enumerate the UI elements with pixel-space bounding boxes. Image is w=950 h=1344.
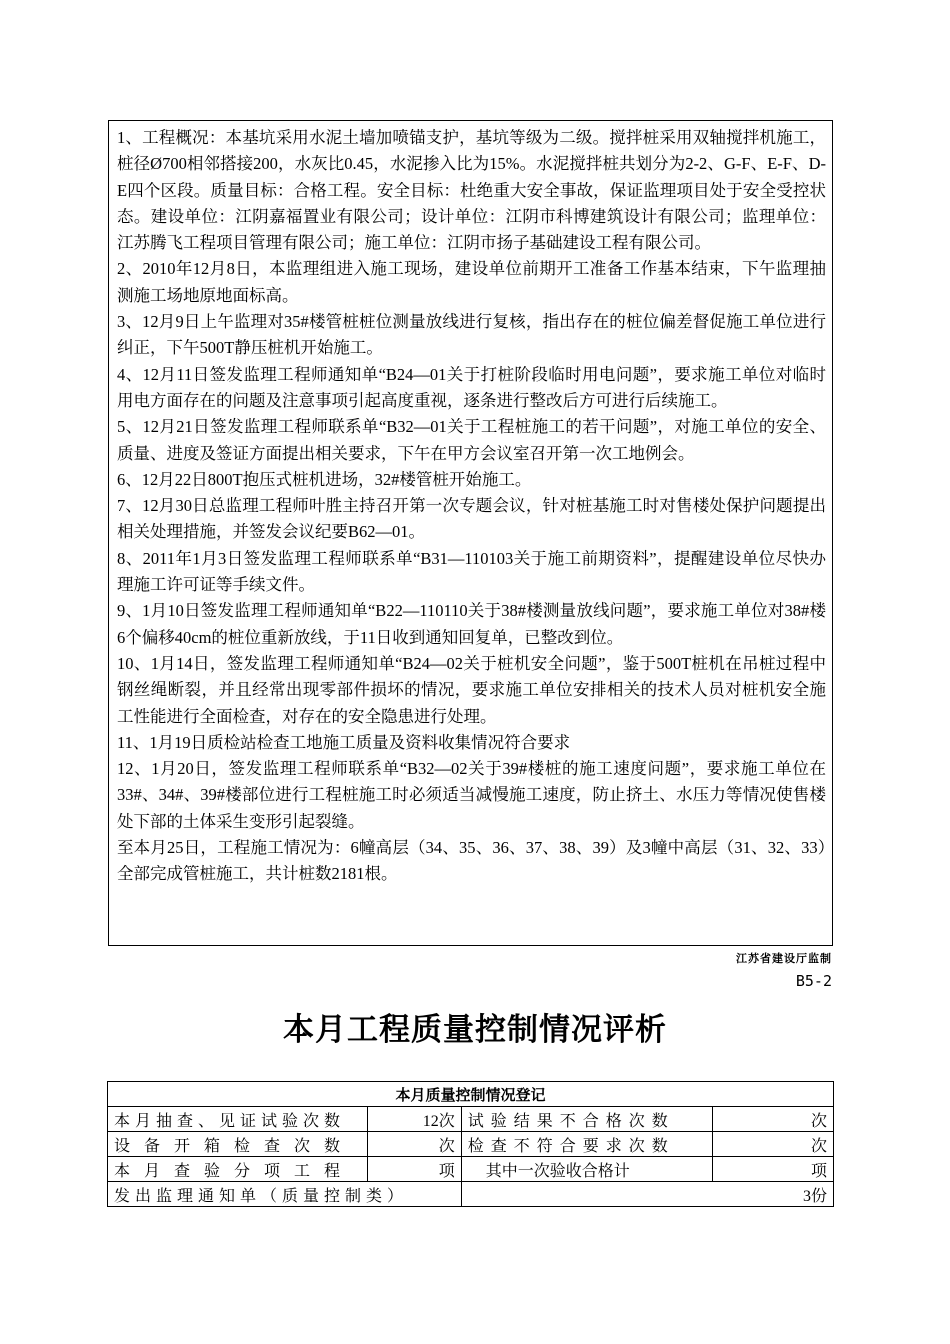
log-entry-3: 3、12月9日上午监理对35#楼管桩桩位测量放线进行复核，指出存在的桩位偏差督促施工单位进行纠正，下午500T静压桩机开始施工。 xyxy=(117,312,826,358)
row-label: 本月抽查、见证试验次数 xyxy=(108,1107,368,1132)
log-entry-2: 2、2010年12月8日，本监理组进入施工现场，建设单位前期开工准备工作基本结束，下午监理抽测施工场地原地面标高。 xyxy=(117,259,826,305)
log-entry-7: 7、12月30日总监理工程师叶胜主持召开第一次专题会议，针对桩基施工时对售楼处保护问题提出相关处理措施，并签发会议纪要B62—01。 xyxy=(117,496,826,542)
row-value: 项 xyxy=(367,1157,461,1182)
row-label: 试验结果不合格次数 xyxy=(461,1107,712,1132)
row-value: 次 xyxy=(712,1132,833,1157)
row-label: 其中一次验收合格计 xyxy=(461,1157,712,1182)
log-entry-9: 9、1月10日签发监理工程师通知单“B22—110110关于38#楼测量放线问题”，要求施工单位对38#楼6个偏移40cm的桩位重新放线，于11日收到通知回复单，已整改到位。 xyxy=(117,601,826,647)
quality-register-table xyxy=(107,1081,834,1207)
row-label: 本月查验分项工程 xyxy=(108,1157,368,1182)
work-log-box xyxy=(108,120,833,946)
table-header: 本月质量控制情况登记 xyxy=(108,1082,834,1107)
row-value: 次 xyxy=(712,1107,833,1132)
table-row xyxy=(108,1157,834,1182)
log-entry-1: 1、工程概况：本基坑采用水泥土墙加喷锚支护，基坑等级为二级。搅拌桩采用双轴搅拌机施工，桩径Ø700相邻搭接200，水灰比0.45，水泥掺入比为15%。水泥搅拌桩共划分为2-2、G-F、E-F、D-E四个区段。质量目标：合格工程。安全目标：杜绝重大安全事故，保证监理项目处于安全受控状态。建设单位：江阴嘉福置业有限公司；设计单位：江阴市科博建筑设计有限公司；监理单位：江苏腾飞工程项目管理有限公司；施工单位：江阴市扬子基础建设工程有限公司。 xyxy=(117,128,826,253)
log-entry-11: 11、1月19日质检站检查工地施工质量及资料收集情况符合要求 xyxy=(117,732,571,752)
form-code: B5-2 xyxy=(795,972,832,990)
row-value: 3份 xyxy=(461,1182,833,1207)
table-header-row xyxy=(108,1082,834,1107)
page-title: 本月工程质量控制情况评析 xyxy=(283,1012,667,1048)
log-entry-5: 5、12月21日签发监理工程师联系单“B32—01关于工程桩施工的若干问题”，对施工单位的安全、质量、进度及签证方面提出相关要求，下午在甲方会议室召开第一次工地例会。 xyxy=(117,417,826,463)
row-label: 检查不符合要求次数 xyxy=(461,1132,712,1157)
log-entry-6: 6、12月22日800T抱压式桩机进场，32#楼管桩开始施工。 xyxy=(117,469,532,489)
row-value: 12次 xyxy=(367,1107,461,1132)
log-summary: 至本月25日，工程施工情况为：6幢高层（34、35、36、37、38、39）及3幢中高层（31、32、33）全部完成管桩施工，共计桩数2181根。 xyxy=(117,838,826,884)
log-entry-12: 12、1月20日，签发监理工程师联系单“B32—02关于39#楼桩的施工速度问题”，要求施工单位在33#、34#、39#楼部位进行工程桩施工时必须适当减慢施工速度，防止挤土、水压力等情况使售楼处下部的土体采生变形引起裂缝。 xyxy=(117,759,826,831)
row-label: 发出监理通知单（质量控制类） xyxy=(108,1182,462,1207)
log-entry-4: 4、12月11日签发监理工程师通知单“B24—01关于打桩阶段临时用电问题”，要求施工单位对临时用电方面存在的问题及注意事项引起高度重视，逐条进行整改后方可进行后续施工。 xyxy=(117,364,826,410)
table-row xyxy=(108,1132,834,1157)
table-row xyxy=(108,1107,834,1132)
row-value: 项 xyxy=(712,1157,833,1182)
row-value: 次 xyxy=(367,1132,461,1157)
log-entry-8: 8、2011年1月3日签发监理工程师联系单“B31—110103关于施工前期资料”，提醒建设单位尽快办理施工许可证等手续文件。 xyxy=(117,548,826,595)
log-entry-10: 10、1月14日，签发监理工程师通知单“B24—02关于桩机安全问题”，鉴于500T桩机在吊桩过程中钢丝绳断裂，并且经常出现零部件损坏的情况，要求施工单位安排相关的技术人员对桩机安全施工性能进行全面检查，对存在的安全隐患进行处理。 xyxy=(117,653,826,726)
row-label: 设备开箱检查次数 xyxy=(108,1132,368,1157)
table-row xyxy=(108,1182,834,1207)
issuer-note: 江苏省建设厅监制 xyxy=(736,952,832,965)
